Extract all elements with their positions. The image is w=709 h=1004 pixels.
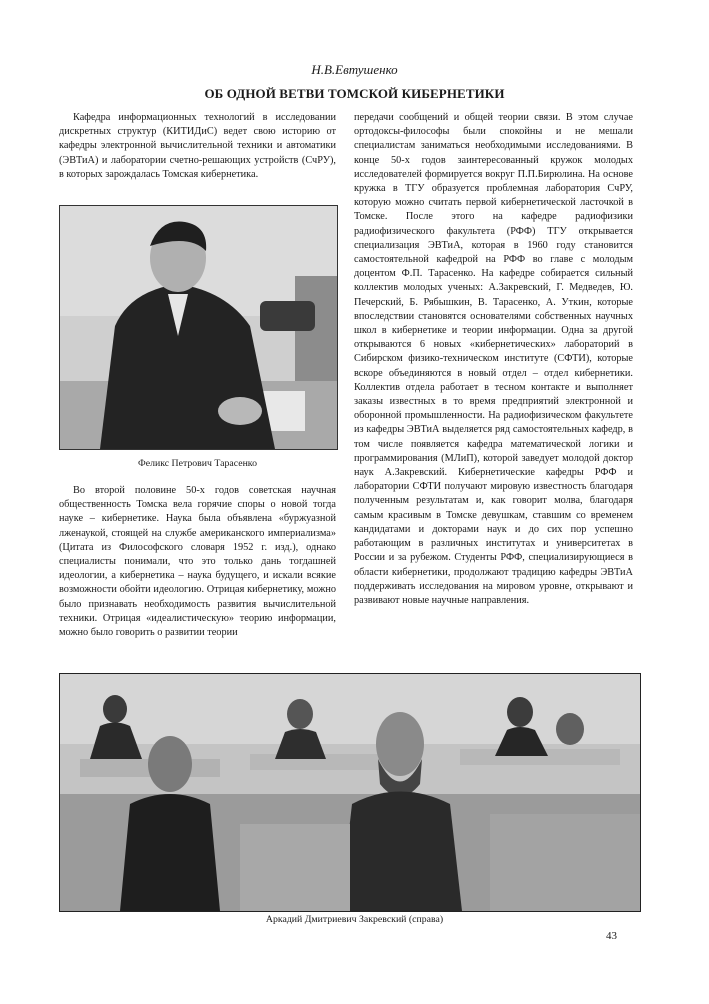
classroom-caption: Аркадий Дмитриевич Закревский (справа) (265, 914, 444, 925)
left-column-continued (59, 484, 336, 640)
left-column (59, 111, 336, 182)
classroom-photo-illustration (60, 674, 640, 911)
classroom-photo (59, 673, 641, 912)
portrait-photo (59, 205, 338, 450)
author: Н.В.Евтушенко (311, 62, 398, 77)
portrait-caption: Феликс Петрович Тарасенко (138, 458, 257, 469)
page-number: 43 (606, 930, 617, 942)
page-title: ОБ ОДНОЙ ВЕТВИ ТОМСКОЙ КИБЕРНЕТИКИ (204, 86, 505, 101)
paragraph: передачи сообщений и общей теории связи. В этом случае ортодоксы-философы были спокойны и не мешали специалистам заниматься необходимыми исследованиями. В конце 50-х годов заинтересованный кружок молодых исследователей формируется вокруг П.П.Бирюлина. На основе кружка в ТГУ образуется проблемная лаборатория СчРУ, которую можно считать первой кибернетической ласточкой в Томске. После этого на кафедре радиофизики радиофизического факультета (РФФ) ТГУ открывается специализация ЭВТиА, которая в 1960 году становится самостоятельной кафедрой на РФФ во главе с молодым доцентом Ф.П. Тарасенко. На кафедре собирается сильный коллектив молодых ученых: А.Закревский, Г. Медведев, Ю. Печерский, Б. Рябышкин, В. Тарасенко, А. Уткин, которые впоследствии становятся основателями собственных научных школ в кибернетике и теории информации. Одна за другой открываются 6 новых «кибернетических» лабораторий в Сибирском физико-техническом институте (СФТИ), которые вскоре объединяются в новый отдел – отдел кибернетики. Коллектив отдела работает в тесном контакте и выполняет заказы известных в то время предприятий электронной и оборонной промышленности. На радиофизическом факультете из кафедры ЭВТиА выделяется ряд самостоятельных кафедр, в том числе появляется кафедра математической логики и программирования (МЛиП), которой заведует молодой доктор наук А.Закревский. Кибернетические кафедры РФФ и лаборатории СФТИ получают мировую известность благодаря полученным результатам и, как говорит молва, благодаря самым красивым в Томске девушкам, ставшим со временем кандидатами и докторами наук и до сих пор успешно работающим в различных институтах и университетах в России и за рубежом. Студенты РФФ, специализирующиеся в области кибернетики, продолжают традицию кафедры ЭВТиА поддерживать исследования на мировом уровне, открывают и развивают новые научные направления. (354, 112, 633, 606)
portrait-photo-illustration (60, 206, 337, 449)
right-column (354, 111, 633, 608)
paragraph: Кафедра информационных технологий в исследовании дискретных структур (КИТИДиС) ведет свою историю от кафедры электронной вычислительной техники и автоматики (ЭВТиА) и лаборатории счетно-решающих устройств (СчРУ), в которых зарождалась Томская кибернетика. (59, 112, 336, 180)
paragraph: Во второй половине 50-х годов советская научная общественность Томска вела горячие споры о новой тогда науке – кибернетике. Наука была объявлена «буржуазной лженаукой, стоящей на службе американского империализма» (Цитата из Философского словаря 1952 г. изд.), однако специалисты понимали, что это только дань тогдашней идеологии, а кибернетика – наука будущего, и искали всякие возможности обойти идеологию. Отрицая кибернетику, можно было признавать необходимость развития вычислительной техники. Отрицая «идеалистическую» теорию информации, можно было говорить о развитии теории (59, 485, 336, 639)
